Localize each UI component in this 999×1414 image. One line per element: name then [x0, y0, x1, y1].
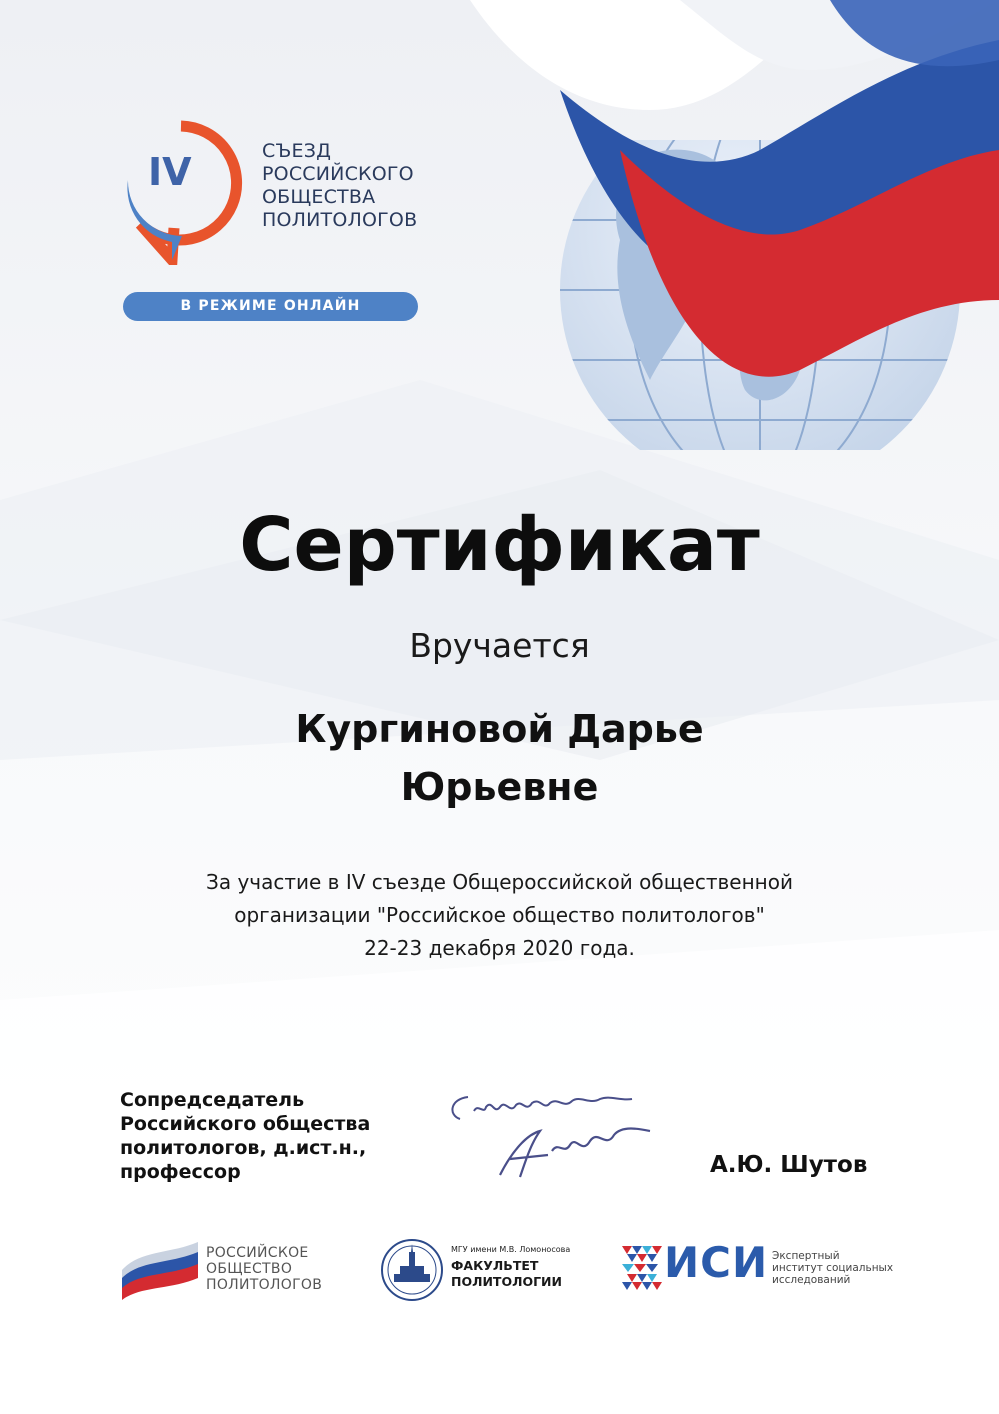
isi-logo-word: ИСИ: [664, 1238, 769, 1287]
ros-line-2: ОБЩЕСТВО: [206, 1261, 293, 1277]
logo-line-2: РОССИЙСКОГО: [262, 163, 414, 185]
position-line-4: профессор: [120, 1161, 241, 1183]
signer-position: [120, 1088, 370, 1184]
logo-line-3: ОБЩЕСТВА: [262, 186, 376, 208]
isi-logo-text: [772, 1250, 893, 1286]
position-line-2: Российского общества: [120, 1113, 371, 1135]
isi-line-1: Экспертный: [772, 1250, 840, 1262]
msu-line-1: ФАКУЛЬТЕТ: [451, 1258, 539, 1273]
msu-line-2: ПОЛИТОЛОГИИ: [451, 1274, 562, 1289]
recipient-name: [0, 700, 999, 816]
congress-logo-text: [262, 140, 417, 232]
congress-numeral: IV: [148, 150, 192, 194]
description-line-3: 22-23 декабря 2020 года.: [364, 936, 635, 960]
signer-name: А.Ю. Шутов: [710, 1152, 868, 1178]
ros-flag-icon: [120, 1240, 200, 1300]
certificate-title: Сертификат: [239, 502, 760, 588]
isi-line-2: институт социальных: [772, 1262, 894, 1274]
msu-university-name: МГУ имени М.В. Ломоносова: [451, 1245, 571, 1254]
isi-mosaic-icon: [622, 1246, 662, 1290]
logo-line-1: СЪЕЗД: [262, 140, 332, 162]
position-line-1: Сопредседатель: [120, 1089, 305, 1111]
logo-line-4: ПОЛИТОЛОГОВ: [262, 209, 418, 231]
online-badge: В РЕЖИМЕ ОНЛАЙН: [123, 292, 418, 321]
msu-faculty-text: [451, 1258, 562, 1290]
msu-emblem-icon: [380, 1238, 444, 1302]
isi-line-3: исследований: [772, 1274, 851, 1286]
ros-logo-text: [206, 1245, 322, 1293]
certificate-description: [0, 866, 999, 965]
description-line-2: организации "Российское общество политологов": [234, 903, 765, 927]
description-line-1: За участие в IV съезде Общероссийской общественной: [206, 870, 793, 894]
position-line-3: политологов, д.ист.н.,: [120, 1137, 367, 1159]
recipient-name-line-2: Юрьевне: [400, 765, 599, 809]
handwritten-signature: [440, 1085, 670, 1185]
recipient-name-line-1: Кургиновой Дарье: [295, 707, 704, 751]
awarded-label: Вручается: [409, 626, 590, 665]
ros-line-1: РОССИЙСКОЕ: [206, 1245, 309, 1261]
ros-line-3: ПОЛИТОЛОГОВ: [206, 1277, 323, 1293]
flag-ribbon: [430, 0, 999, 400]
